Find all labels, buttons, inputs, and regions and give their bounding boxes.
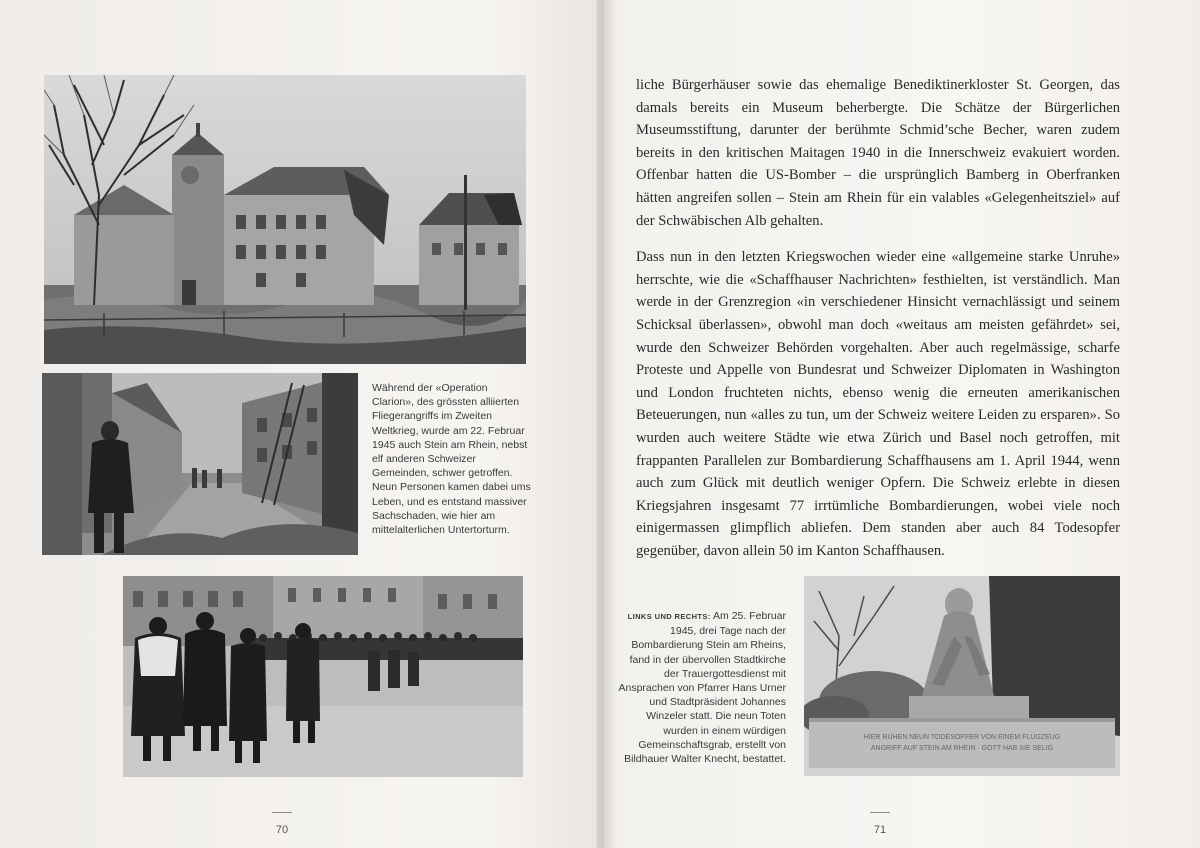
photo-street-debris [42,373,358,555]
inscription-line-1: HIER RUHEN NEUN TODESOPFER VON EINEM FLUGZEUG [863,734,1061,741]
page-number-left: 70 [262,824,302,836]
caption-funeral-text: Am 25. Februar 1945, drei Tage nach der Bombardierung Stein am Rheins, fand in der übervollen Stadtkirche der Trauergottesdienst mit Ansprachen von Pfarrer Hans Urner und Stadtpräsident Johannes Winzeler statt. Die neun Toten wurden in einem würdigen Gemeinschaftsgrab, erstellt von Bildhauer Walter Knecht, bestattet. [618,610,786,766]
caption-funeral [612,609,786,766]
inscription-line-2: ANGRIFF AUF STEIN AM RHEIN · GOTT HAB SIE SELIG [870,745,1054,752]
photo-destroyed-buildings [44,75,526,364]
body-paragraph-1: liche Bürgerhäuser sowie das ehemalige Benediktinerkloster St. Georgen, das damals bereits ein Museum beherbergte. Die Schätze der Bürgerlichen Museumsstiftung, darunter der berühmte Schmid’sche Becher, waren zudem bereits in den kritischen Maitagen 1940 in die Innerschweiz evakuiert worden. Offenbar hatten die US-Bomber – die ursprünglich Bamberg in Oberfranken hätten angreifen sollen – Stein am Rhein für ein valables «Gelegenheitsziel» auf der Schwäbischen Alb gehalten. [636,77,1120,229]
photo-grave-monument [804,576,1120,776]
photo-funeral-procession [123,576,523,777]
body-text [636,74,1120,562]
page-number-right: 71 [860,824,900,836]
caption-tag: LINKS UND RECHTS: [627,612,711,621]
body-paragraph-2: Dass nun in den letzten Kriegswochen wieder eine «allgemeine starke Unruhe» herrschte, wie die «Schaffhauser Nachrichten» festhielten, ist verständlich. Man werde in der Grenzregion «in verschiedener Hinsicht vernachlässigt und seinem Schicksal überlassen», obwohl man doch «weitaus am meisten gefährdet» sei, wurde den Schweizer Behörden vorgehalten. Aber auch regelmässige, scharfe Proteste und Appelle von Bundesrat und Schweizer Diplomaten in Washington und London fruchteten nichts, ebenso wenig die erneuten amerikanischen Beteuerungen, nun «alles zu tun, um der Schweiz weitere Leiden zu ersparen». So wurden auch weitere Städte wie etwa Zürich und Basel noch getroffen, mit frappanten Parallelen zur Bombardierung Schaffhausens am 1. April 1944, wenn auch zum Glück mit deutlich weniger Opfern. Die Schweiz erlebte in diesen Kriegsjahren insgesamt 77 irrtümliche Bombardierungen, wobei viele noch einigermassen glimpflich abliefen. Dem standen aber auch 84 Todesopfer gegenüber, davon allein 50 im Kanton Schaffhausen. [636,249,1120,559]
book-gutter [596,0,604,848]
caption-untertorturm: Während der «Operation Clarion», des grössten alliierten Fliegerangriffs im Zweiten Weltkrieg, wurde am 22. Februar 1945 auch Stein am Rhein, nebst elf anderen Schweizer Gemeinden, schwer getroffen. Neun Personen kamen dabei ums Leben, und es entstand massiver Sachschaden, wie hier am mittelalterlichen Untertorturm. [372,382,531,537]
